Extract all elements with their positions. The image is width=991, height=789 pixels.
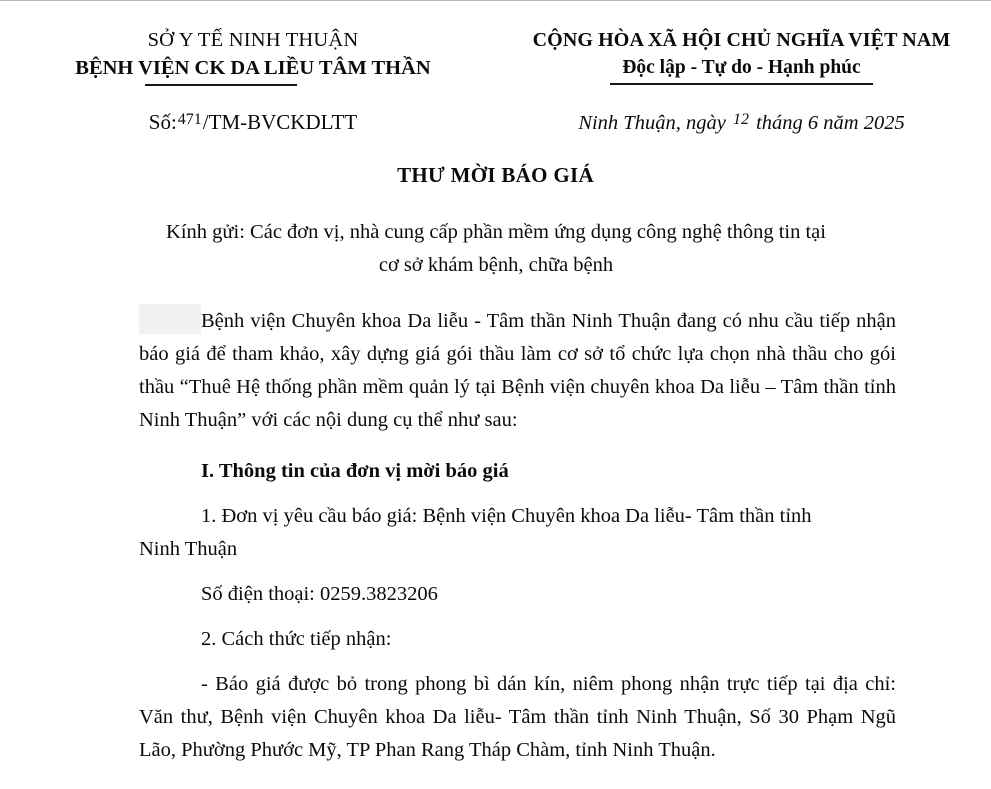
date-place-label: Ninh Thuận, ngày (578, 112, 726, 134)
document-date (492, 112, 991, 135)
document-number-suffix: /TM-BVCKDLTT (202, 110, 358, 134)
recipient-block (96, 216, 896, 282)
page-edge-line (0, 0, 991, 1)
recipient-line-1: Kính gửi: Các đơn vị, nhà cung cấp phần mềm ứng dụng công nghệ thông tin tại (166, 221, 826, 243)
item-2-heading: 2. Cách thức tiếp nhận: (201, 628, 392, 650)
document-number-value: 471 (177, 111, 202, 128)
item-2-detail-paragraph: - Báo giá được bỏ trong phong bì dán kín, niêm phong nhận trực tiếp tại địa chỉ: Văn thư, Bệnh viện Chuyên khoa Da liễu- Tâm thần tỉnh Ninh Thuận, Số 30 Phạm Ngũ Lão, Phường Phước Mỹ, TP Phan Rang Tháp Chàm, tỉnh Ninh Thuận. (139, 673, 896, 761)
document-header (0, 28, 991, 86)
section-heading-1: I. Thông tin của đơn vị mời báo giá (201, 460, 509, 482)
motto-underline-rule (610, 83, 873, 85)
organization-underline-rule (145, 84, 297, 86)
body-spacer (139, 611, 896, 623)
national-heading-block (492, 28, 991, 85)
body-spacer (139, 656, 896, 668)
date-month-year: tháng 6 năm 2025 (756, 112, 905, 134)
hospital-name: BỆNH VIỆN CK DA LIỀU TÂM THẦN (75, 56, 431, 79)
body-spacer (139, 437, 896, 455)
national-motto: Độc lập - Tự do - Hạnh phúc (622, 57, 861, 78)
item-1-line-2: Ninh Thuận (139, 538, 238, 560)
body-spacer (139, 488, 896, 500)
recipient-line-2: cơ sở khám bệnh, chữa bệnh (378, 254, 614, 276)
body-spacer (139, 566, 896, 578)
intro-paragraph: Bệnh viện Chuyên khoa Da liễu - Tâm thần Ninh Thuận đang có nhu cầu tiếp nhận báo giá để tham khảo, xây dựng giá gói thầu làm cơ sở tổ chức lựa chọn nhà thầu cho gói thầu “Thuê Hệ thống phần mềm quản lý tại Bệnh viện chuyên khoa Da liễu – Tâm thần tỉnh Ninh Thuận” với các nội dung cụ thể như sau: (139, 310, 896, 431)
document-number-prefix: Số: (148, 110, 177, 134)
document-body (139, 305, 896, 767)
document-number (0, 110, 492, 135)
item-1-line-1: 1. Đơn vị yêu cầu báo giá: Bệnh viện Chuyên khoa Da liễu- Tâm thần tỉnh (201, 505, 812, 527)
national-title: CỘNG HÒA XÃ HỘI CHỦ NGHĨA VIỆT NAM (532, 29, 951, 51)
document-title: THƯ MỜI BÁO GIÁ (397, 163, 594, 187)
document-meta-row (0, 110, 991, 135)
parent-organization-name: SỞ Y TẾ NINH THUẬN (147, 29, 359, 51)
date-day-value: 12 (732, 111, 749, 128)
phone-line: Số điện thoại: 0259.3823206 (201, 583, 438, 605)
issuing-organization-block (0, 28, 492, 86)
